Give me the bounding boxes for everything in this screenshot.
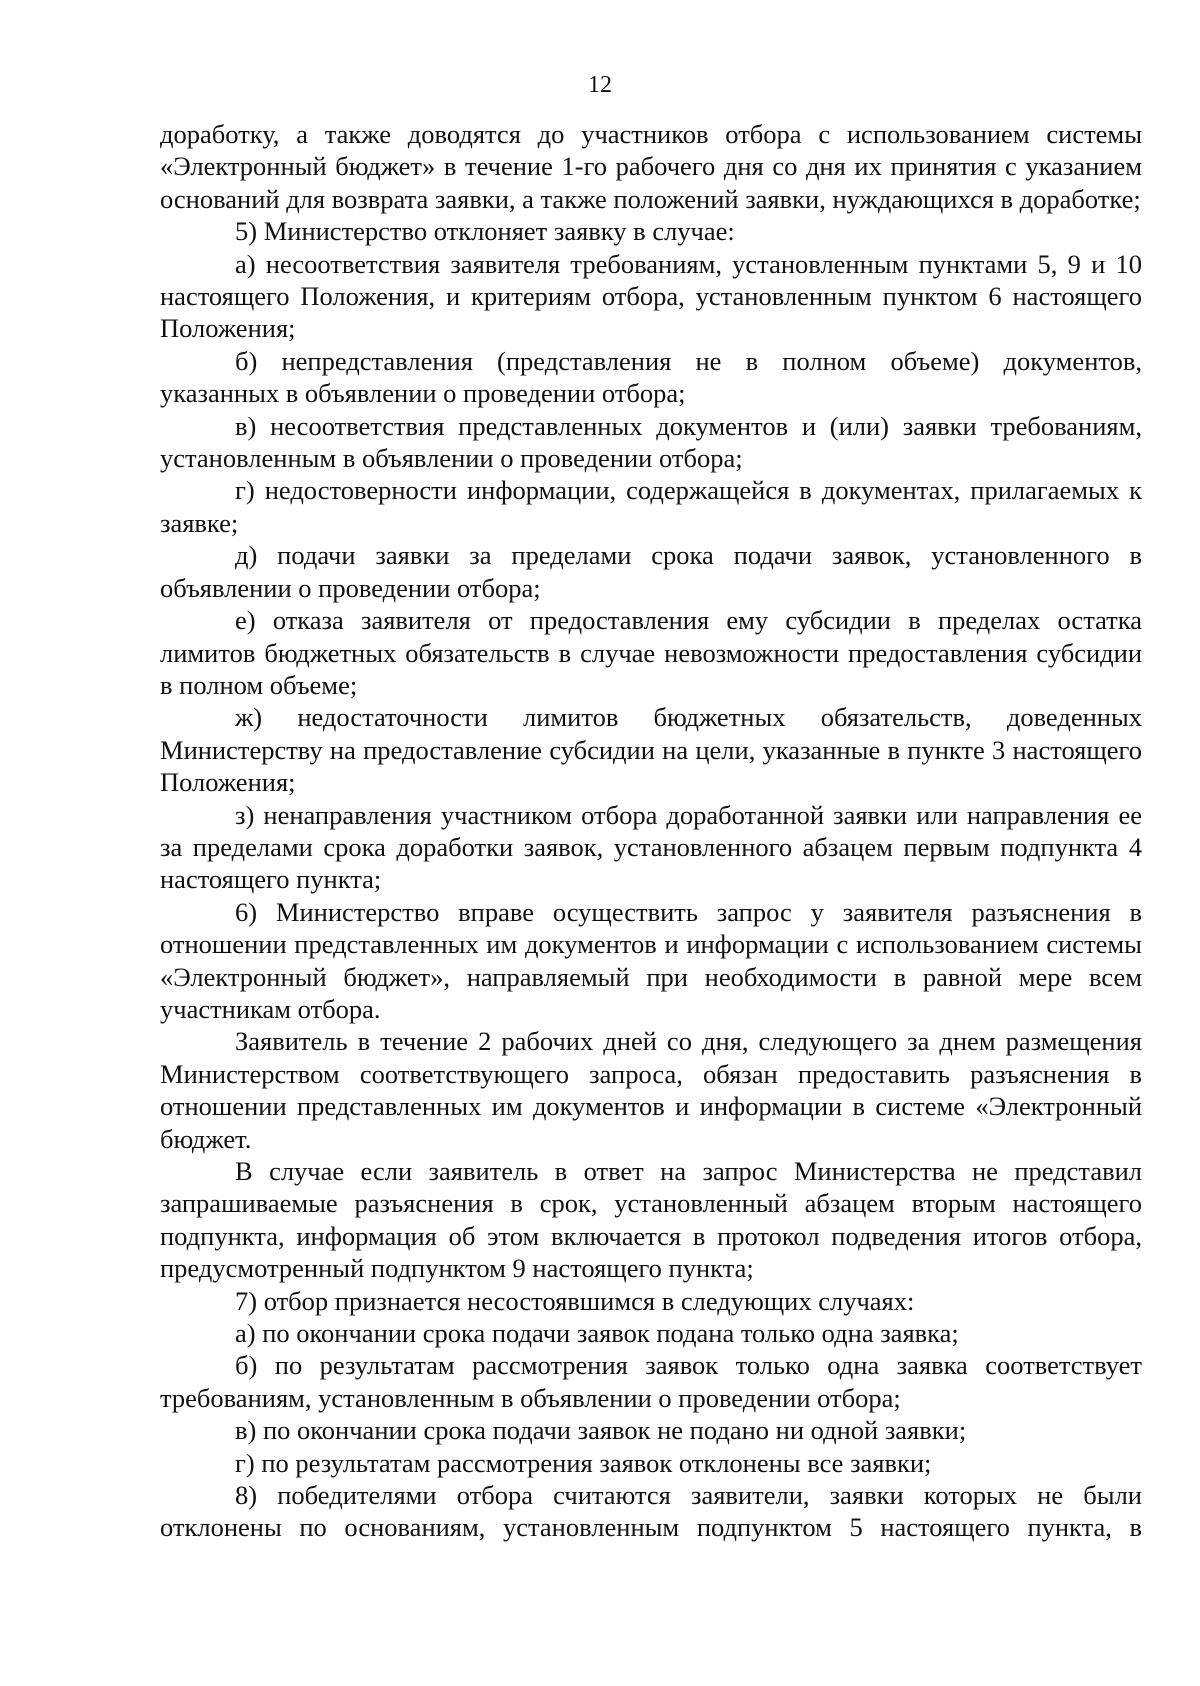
paragraph-continuation: доработку, а также доводятся до участников отбора с использованием системы «Электронный бюджет» в течение 1-го рабочего дня со дня их принятия с указанием оснований для возврата заявки, а также положений заявки, нуждающихся в доработке; bbox=[160, 119, 1142, 214]
paragraph-item-5a: а) несоответствия заявителя требованиям, установленным пунктами 5, 9 и 10 настоящего Положения, и критериям отбора, установленным пунктом 6 настоящего Положения; bbox=[160, 248, 1142, 344]
paragraph-item-7v: в) по окончании срока подачи заявок не подано ни одной заявки; bbox=[235, 1415, 967, 1446]
paragraph-item-5g: г) недостоверности информации, содержащейся в документах, прилагаемых к заявке; bbox=[160, 475, 1142, 538]
paragraph-item-7b: б) по результатам рассмотрения заявок только одна заявка соответствует требованиям, установленным в объявлении о проведении отбора; bbox=[160, 1350, 1142, 1413]
paragraph-item-6: 6) Министерство вправе осуществить запрос у заявителя разъяснения в отношении представленных им документов и информации с использованием системы «Электронный бюджет», направляемый при необходимости в равной мере всем участникам отбора. bbox=[160, 896, 1142, 1024]
paragraph-item-5v: в) несоответствия представленных документов и (или) заявки требованиям, установленным в объявлении о проведении отбора; bbox=[160, 410, 1142, 474]
page-number: 12 bbox=[588, 72, 612, 98]
paragraph-item-7g: г) по результатам рассмотрения заявок отклонены все заявки; bbox=[235, 1447, 932, 1478]
paragraph-item-5zh: ж) недостаточности лимитов бюджетных обязательств, доведенных Министерству на предоставление субсидии на цели, указанные в пункте 3 настоящего Положения; bbox=[160, 702, 1142, 798]
paragraph-item-5d: д) подачи заявки за пределами срока подачи заявок, установленного в объявлении о проведении отбора; bbox=[160, 540, 1142, 603]
paragraph-item-5b: б) непредставления (представления не в полном объеме) документов, указанных в объявлении о проведении отбора; bbox=[160, 345, 1142, 409]
paragraph-item-5: 5) Министерство отклоняет заявку в случае: bbox=[235, 216, 735, 247]
document-body bbox=[160, 118, 1142, 1544]
paragraph-item-5e: е) отказа заявителя от предоставления ему субсидии в пределах остатка лимитов бюджетных обязательств в случае невозможности предоставления субсидии в полном объеме; bbox=[160, 605, 1142, 700]
paragraph-item-5z: з) ненаправления участником отбора доработанной заявки или направления ее за пределами срока доработки заявок, установленного абзацем первым подпункта 4 настоящего пункта; bbox=[160, 799, 1142, 895]
paragraph-item-7a: а) по окончании срока подачи заявок подана только одна заявка; bbox=[235, 1318, 959, 1349]
paragraph-item-8: 8) победителями отбора считаются заявители, заявки которых не были отклонены по основаниям, установленным подпунктом 5 настоящего пункта, в bbox=[160, 1480, 1142, 1543]
paragraph-item-7: 7) отбор признается несостоявшимся в следующих случаях: bbox=[235, 1285, 915, 1316]
paragraph-item-6-applicant: Заявитель в течение 2 рабочих дней со дня, следующего за днем размещения Министерством соответствующего запроса, обязан предоставить разъяснения в отношении представленных им документов и информации в системе «Электронный бюджет. bbox=[160, 1026, 1142, 1154]
paragraph-item-6-failure: В случае если заявитель в ответ на запрос Министерства не представил запрашиваемые разъяснения в срок, установленный абзацем вторым настоящего подпункта, информация об этом включается в протокол подведения итогов отбора, предусмотренный подпунктом 9 настоящего пункта; bbox=[160, 1156, 1142, 1284]
